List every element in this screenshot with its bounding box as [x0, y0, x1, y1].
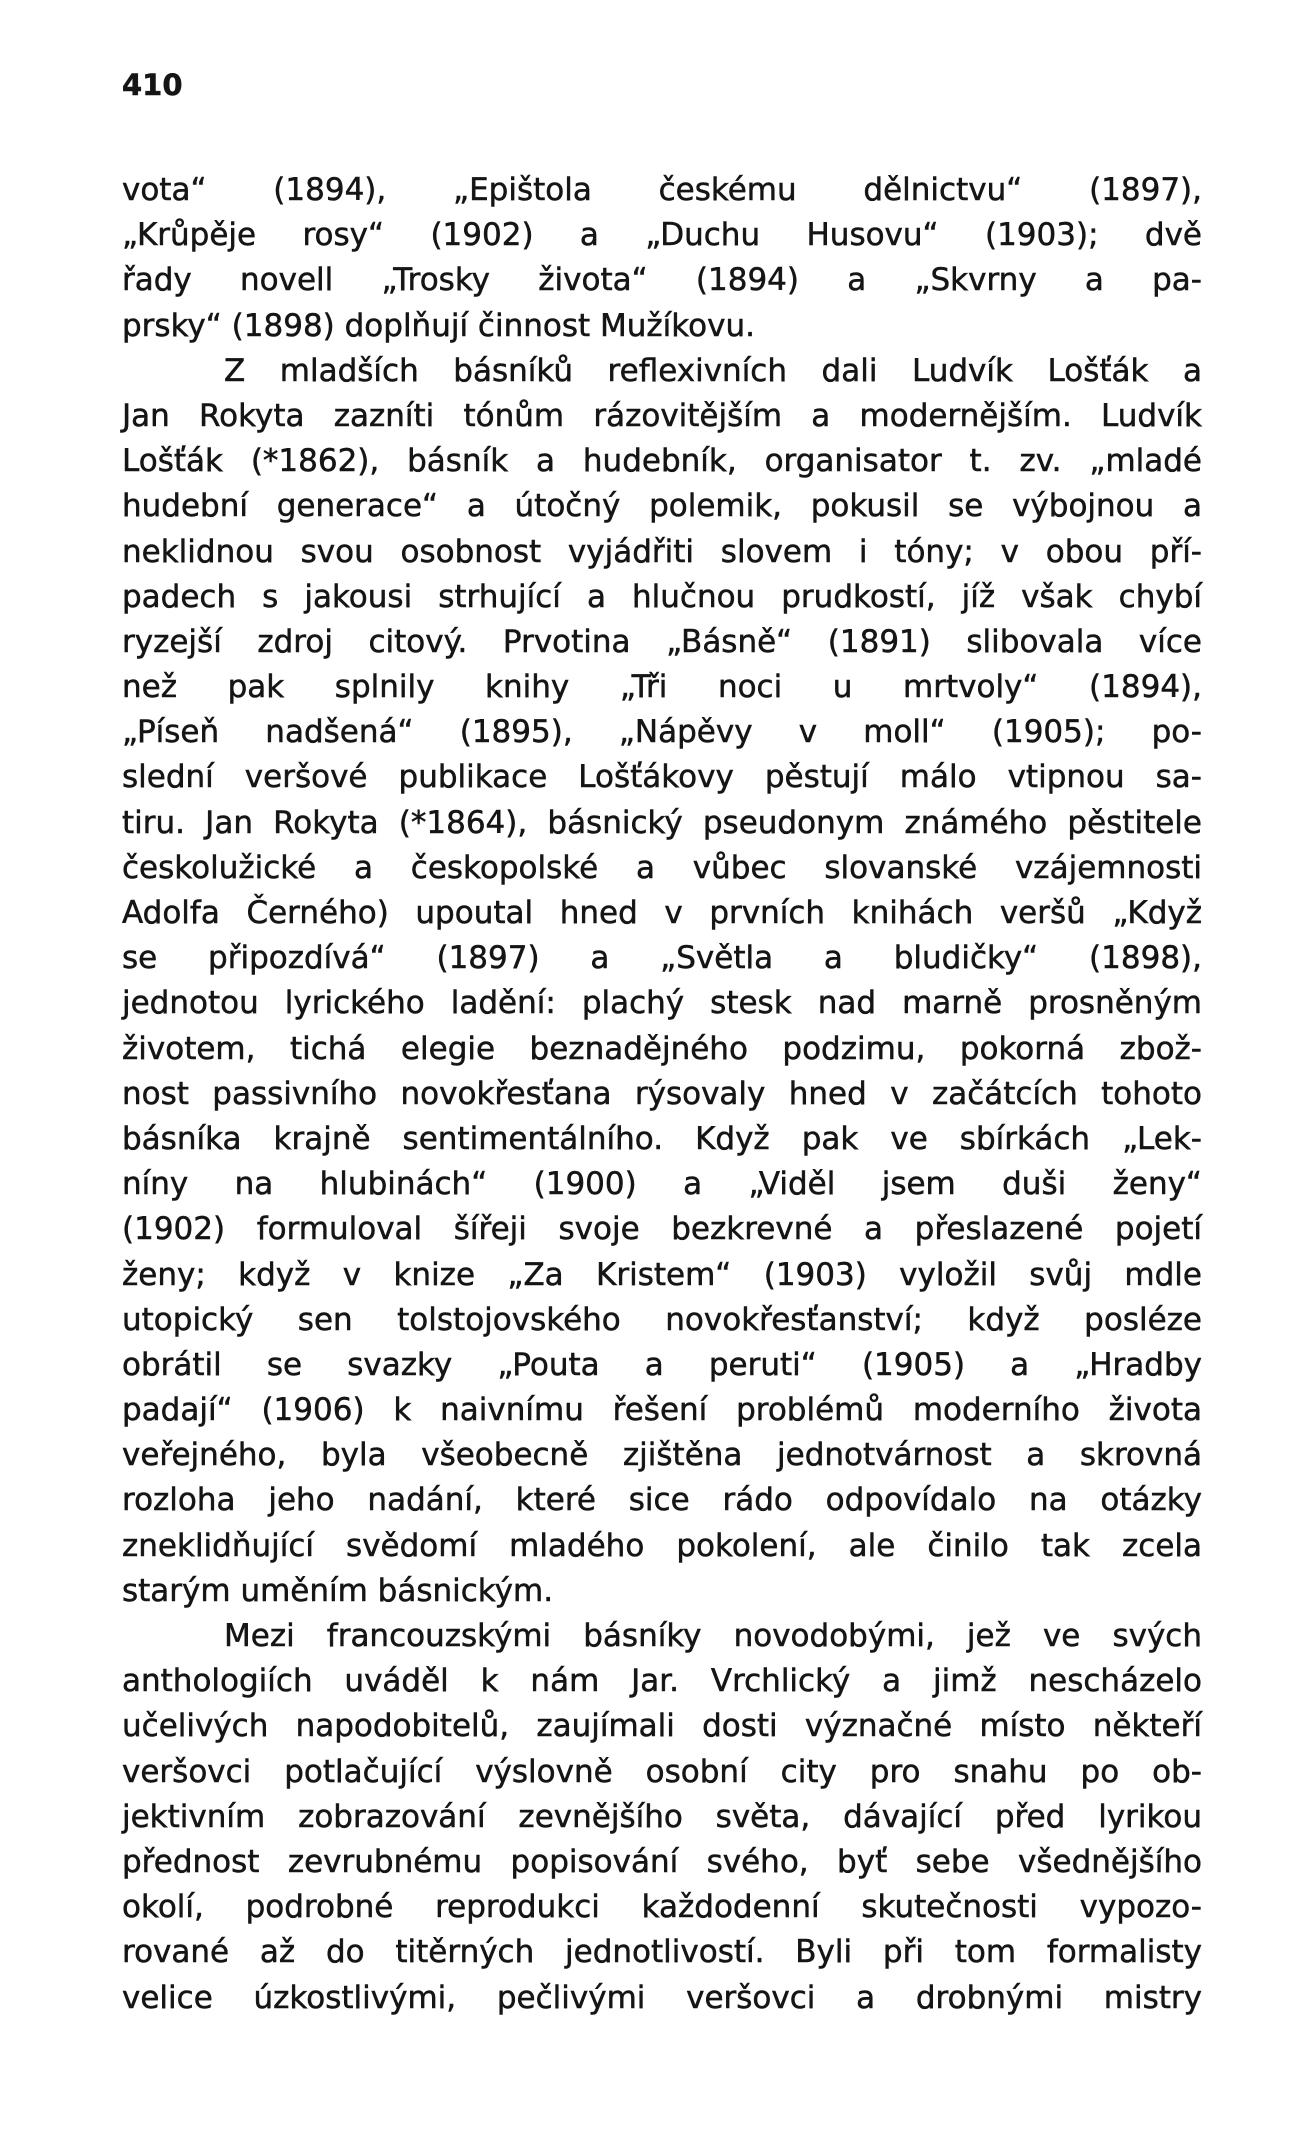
- text-line: učelivých napodobitelů, zaujímali dosti význačné místo někteří: [122, 1708, 1202, 1745]
- text-line: Z mladších básníků reflexivních dali Ludvík Lošťák a: [224, 352, 1202, 389]
- text-line: Jan Rokyta zazníti tónům rázovitějším a modernějším. Ludvík: [122, 397, 1202, 434]
- text-line: než pak splnily knihy „Tři noci u mrtvoly“ (1894),: [122, 669, 1202, 706]
- text-line: přednost zevrubnému popisování svého, byť sebe všednějšího: [122, 1843, 1202, 1880]
- text-line: Adolfa Černého) upoutal hned v prvních knihách veršů „Když: [122, 895, 1202, 931]
- text-line: životem, tichá elegie beznadějného podzimu, pokorná zbož-: [122, 1030, 1202, 1067]
- text-line: prsky“ (1898) doplňují činnost Mužíkovu.: [122, 307, 755, 344]
- text-line: českolužické a českopolské a vůbec slovanské vzájemnosti: [122, 849, 1202, 886]
- text-line: Lošťák (*1862), básník a hudebník, organisator t. zv. „mladé: [122, 443, 1202, 480]
- text-line: se připozdívá“ (1897) a „Světla a bludičky“ (1898),: [122, 940, 1202, 977]
- text-line: rované až do titěrných jednotlivostí. Byli při tom formalisty: [122, 1934, 1202, 1971]
- text-line: obrátil se svazky „Pouta a peruti“ (1905) a „Hradby: [122, 1346, 1202, 1383]
- text-line: veršovci potlačující výslovně osobní city pro snahu po ob-: [122, 1753, 1202, 1790]
- text-line: velice úzkostlivými, pečlivými veršovci a drobnými mistry: [122, 1979, 1202, 2016]
- page-number: 410: [122, 68, 183, 102]
- text-line: rozloha jeho nadání, které sice rádo odpovídalo na otázky: [122, 1482, 1202, 1519]
- text-line: ryzejší zdroj citový. Prvotina „Básně“ (1891) slibovala více: [122, 623, 1202, 660]
- text-line: starým uměním básnickým.: [122, 1572, 554, 1609]
- text-line: slední veršové publikace Lošťákovy pěstují málo vtipnou sa-: [122, 759, 1202, 796]
- text-line: neklidnou svou osobnost vyjádřiti slovem i tóny; v obou pří-: [122, 533, 1202, 570]
- body-text: [122, 168, 1202, 2021]
- text-line: vota“ (1894), „Epištola českému dělnictvu“ (1897),: [122, 172, 1202, 208]
- text-line: řady novell „Trosky života“ (1894) a „Skvrny a pa-: [122, 262, 1202, 299]
- text-line: básníka krajně sentimentálního. Když pak ve sbírkách „Lek-: [122, 1120, 1202, 1157]
- text-line: hudební generace“ a útočný polemik, pokusil se výbojnou a: [122, 488, 1202, 525]
- text-line: „Píseň nadšená“ (1895), „Nápěvy v moll“ (1905); po-: [122, 714, 1202, 751]
- text-line: (1902) formuloval šířeji svoje bezkrevné a přeslazené pojetí: [122, 1211, 1202, 1248]
- text-line: ženy; když v knize „Za Kristem“ (1903) vyložil svůj mdle: [122, 1256, 1202, 1293]
- text-line: veřejného, byla všeobecně zjištěna jednotvárnost a skrovná: [122, 1437, 1202, 1474]
- text-line: níny na hlubinách“ (1900) a „Viděl jsem duši ženy“: [122, 1166, 1202, 1203]
- text-line: padech s jakousi strhující a hlučnou prudkostí, jíž však chybí: [122, 578, 1202, 615]
- text-line: tiru. Jan Rokyta (*1864), básnický pseudonym známého pěstitele: [122, 804, 1202, 841]
- text-line: utopický sen tolstojovského novokřesťanství; když posléze: [122, 1301, 1202, 1338]
- text-line: Mezi francouzskými básníky novodobými, jež ve svých: [224, 1618, 1202, 1654]
- text-line: okolí, podrobné reprodukci každodenní skutečnosti vypozo-: [122, 1889, 1202, 1926]
- text-line: padají“ (1906) k naivnímu řešení problémů moderního života: [122, 1392, 1202, 1429]
- text-line: zneklidňující svědomí mladého pokolení, ale činilo tak zcela: [122, 1527, 1202, 1564]
- text-line: anthologiích uváděl k nám Jar. Vrchlický a jimž nescházelo: [122, 1663, 1202, 1700]
- text-line: nost passivního novokřesťana rýsovaly hned v začátcích tohoto: [122, 1075, 1202, 1112]
- text-line: jektivním zobrazování zevnějšího světa, dávající před lyrikou: [122, 1798, 1202, 1835]
- text-line: jednotou lyrického ladění: plachý stesk nad marně prosněným: [122, 985, 1202, 1022]
- text-line: „Krůpěje rosy“ (1902) a „Duchu Husovu“ (1903); dvě: [122, 217, 1202, 254]
